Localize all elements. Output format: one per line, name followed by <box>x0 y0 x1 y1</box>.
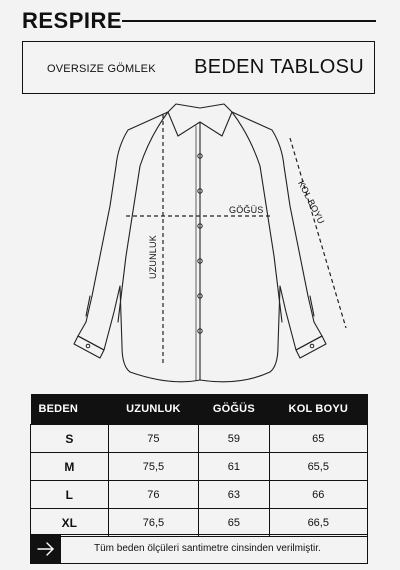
chest-cell: 59 <box>199 425 269 453</box>
product-name: OVERSIZE GÖMLEK <box>47 63 156 75</box>
chest-cell: 63 <box>199 481 269 509</box>
length-cell: 76 <box>108 481 199 509</box>
size-table <box>30 394 368 537</box>
length-cell: 75,5 <box>108 453 199 481</box>
size-cell: S <box>31 425 109 453</box>
sleeve-cell: 66,5 <box>269 509 367 537</box>
sleeve-cell: 66 <box>269 481 367 509</box>
header-size: BEDEN <box>31 394 109 425</box>
brand-logo-text: RESPIRE <box>22 8 123 33</box>
sleeve-cell: 65 <box>269 425 367 453</box>
footer-note-box <box>30 534 368 564</box>
length-cell: 75 <box>108 425 199 453</box>
table-header-row <box>31 394 368 425</box>
footer-note: Tüm beden ölçüleri santimetre cinsinden verilmiştir. <box>94 543 321 554</box>
arrow-right-icon <box>31 535 61 563</box>
sleeve-measure-line <box>290 138 346 328</box>
header-chest: GÖĞÜS <box>199 394 269 425</box>
sleeve-label: KOL BOYU <box>296 179 327 226</box>
shirt-illustration <box>0 96 400 388</box>
chest-label: GÖĞÜS <box>229 205 264 215</box>
page-title: BEDEN TABLOSU <box>194 56 364 78</box>
table-row <box>31 425 368 453</box>
length-cell: 76,5 <box>108 509 199 537</box>
header-sleeve: KOL BOYU <box>269 394 367 425</box>
length-label: UZUNLUK <box>148 235 158 279</box>
header-length: UZUNLUK <box>108 394 199 425</box>
chest-cell: 61 <box>199 453 269 481</box>
table-row <box>31 453 368 481</box>
title-box <box>22 41 375 94</box>
brand-divider <box>122 20 376 22</box>
shirt-diagram <box>0 96 400 388</box>
sleeve-cell: 65,5 <box>269 453 367 481</box>
size-cell: L <box>31 481 109 509</box>
size-cell: M <box>31 453 109 481</box>
size-cell: XL <box>31 509 109 537</box>
chest-cell: 65 <box>199 509 269 537</box>
table-row <box>31 509 368 537</box>
table-row <box>31 481 368 509</box>
